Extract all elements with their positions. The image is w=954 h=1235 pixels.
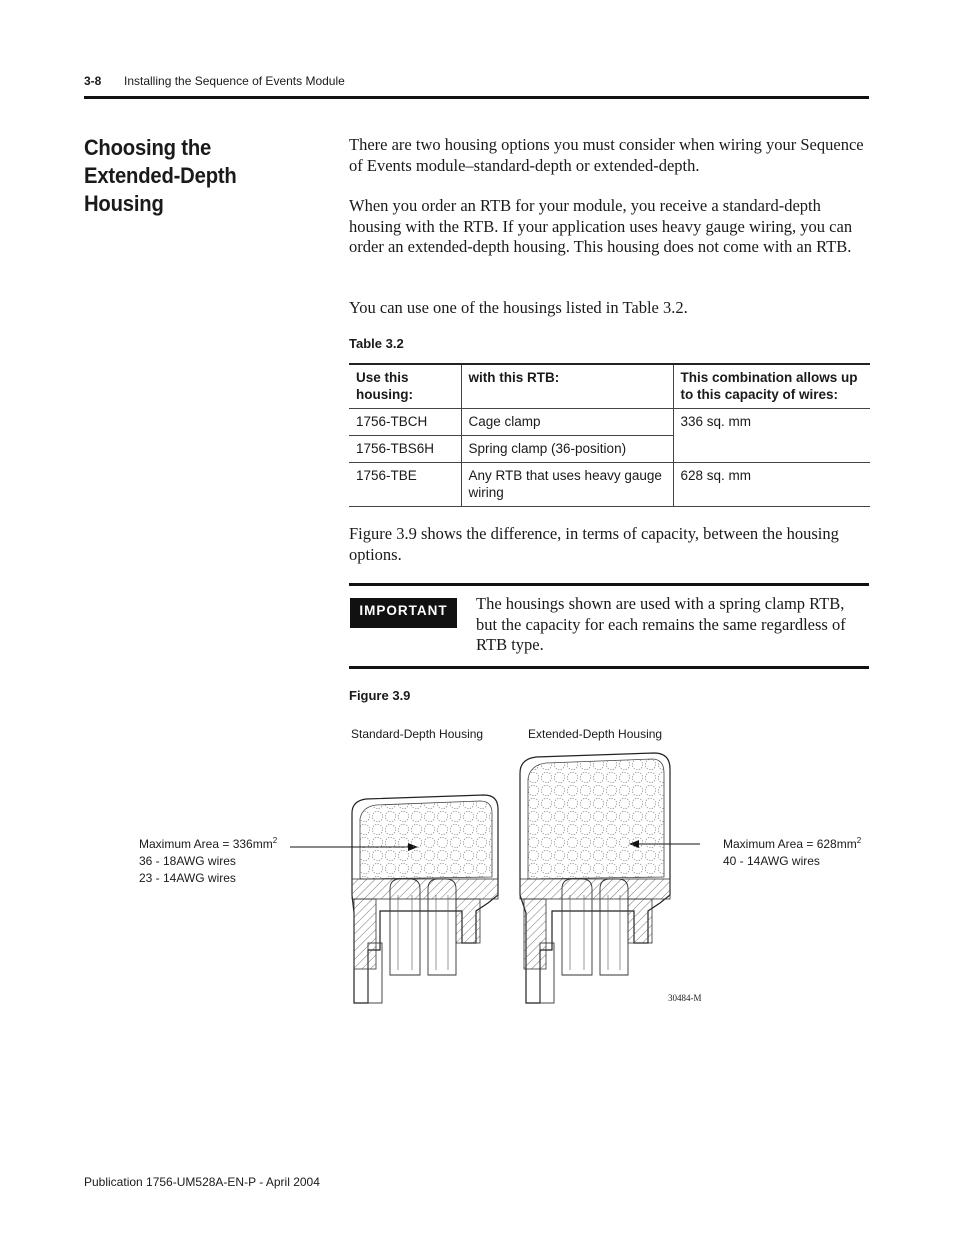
extended-area-text: Maximum Area = 628mm — [723, 837, 857, 851]
housing-illustration — [280, 745, 700, 1010]
extended-housing-drawing — [520, 753, 670, 1003]
standard-wires-14awg: 23 - 14AWG wires — [139, 871, 236, 885]
cell-capacity: 628 sq. mm — [673, 463, 870, 507]
cell-rtb: Any RTB that uses heavy gauge wiring — [461, 463, 673, 507]
table-row — [349, 463, 870, 507]
paragraph-figure-ref: Figure 3.9 shows the difference, in terms of capacity, between the housing options. — [349, 524, 839, 564]
standard-wires-18awg: 36 - 18AWG wires — [139, 854, 236, 868]
paragraph-intro: There are two housing options you must consider when wiring your Sequence of Events module–standard-depth or extended-depth. — [349, 135, 864, 175]
important-top-rule — [349, 583, 869, 586]
table-row — [349, 409, 870, 436]
figure-caption: Figure 3.9 — [349, 688, 411, 703]
publication-footer: Publication 1756-UM528A-EN-P - April 2004 — [84, 1175, 320, 1189]
standard-area-sup: 2 — [272, 836, 278, 845]
table-caption: Table 3.2 — [349, 336, 404, 351]
cell-rtb: Cage clamp — [461, 409, 673, 436]
header-rule — [84, 96, 869, 99]
section-title — [84, 134, 314, 218]
col-header-housing: Use this housing: — [349, 364, 461, 409]
paragraph-rtb-order: When you order an RTB for your module, you receive a standard-depth housing with the RTB. If your application uses heavy gauge wiring, you can order an extended-depth housing. This housing does not come with an RTB. — [349, 196, 853, 256]
col-header-capacity: This combination allows up to this capacity of wires: — [673, 364, 870, 409]
cell-rtb: Spring clamp (36-position) — [461, 436, 673, 463]
table-header-row — [349, 364, 870, 409]
extended-capacity-annotation — [723, 836, 861, 870]
important-text: The housings shown are used with a spring clamp RTB, but the capacity for each remains the same regardless of RTB type. — [476, 594, 846, 654]
paragraph-table-ref: You can use one of the housings listed in Table 3.2. — [349, 298, 688, 317]
extended-housing-label: Extended-Depth Housing — [528, 727, 663, 741]
cell-housing: 1756-TBS6H — [349, 436, 461, 463]
col-header-rtb: with this RTB: — [461, 364, 673, 409]
extended-area-sup: 2 — [856, 836, 862, 845]
standard-housing-label: Standard-Depth Housing — [351, 727, 484, 741]
extended-wires-14awg: 40 - 14AWG wires — [723, 854, 820, 868]
page-number: 3-8 — [84, 74, 102, 88]
standard-area-text: Maximum Area = 336mm — [139, 837, 273, 851]
housing-table — [349, 363, 870, 507]
section-title-line1: Choosing the — [84, 135, 212, 160]
section-title-line2: Extended-Depth Housing — [84, 163, 237, 216]
chapter-title: Installing the Sequence of Events Module — [124, 74, 345, 88]
cell-housing: 1756-TBCH — [349, 409, 461, 436]
important-bottom-rule — [349, 666, 869, 669]
cell-housing: 1756-TBE — [349, 463, 461, 507]
important-badge: IMPORTANT — [350, 598, 457, 628]
standard-capacity-annotation — [139, 836, 277, 887]
cell-capacity: 336 sq. mm — [673, 409, 870, 463]
figure-code: 30484-M — [668, 993, 702, 1003]
standard-housing-drawing — [352, 795, 498, 1003]
